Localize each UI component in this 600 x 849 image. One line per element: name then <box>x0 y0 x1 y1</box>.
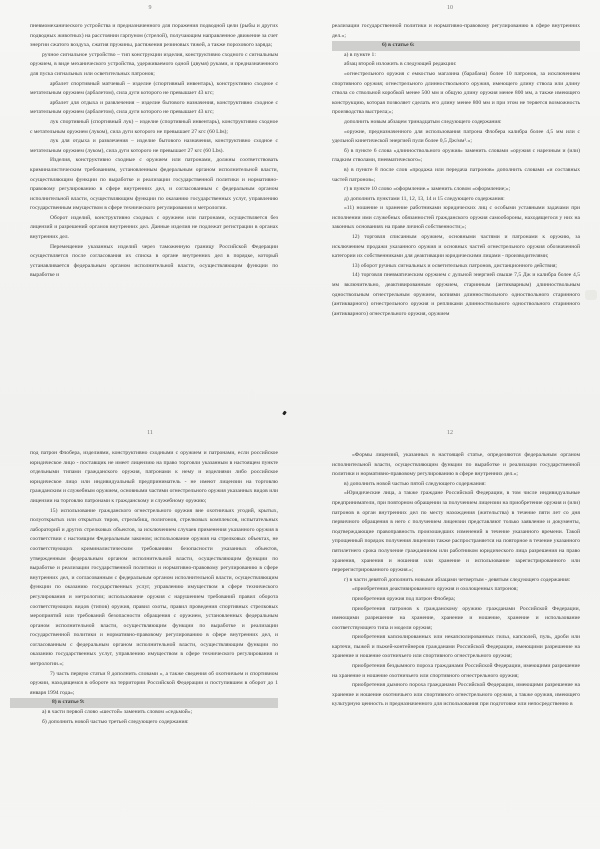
paragraph: в) в пункте 8 после слов «продажа или передача патронов» дополнить словами «и составных частей патронов»; <box>332 166 580 183</box>
paragraph: «11) ношение и хранение работниками юридических лиц с особыми уставными задачами при исполнении ими служебных обязанностей гражданского оружия самообороны, находящегося у них на законных основаниях на праве личной собственности;»; <box>332 205 580 231</box>
page-9 <box>0 0 300 424</box>
page-11 <box>0 425 300 849</box>
paragraph: а) в части первой слово «шестой» заменить словом «седьмой»; <box>42 709 193 716</box>
paragraph: «огнестрельного оружия с емкостью магазина (барабана) более 10 патронов, за исключением спортивного оружия; огнестрельного длинноствольного оружия, имеющего длину ствола или длину ствола со ствольной коробкой менее 500 мм и общую длину оружия менее 800 мм, а также имеющего конструкцию, которая позволяет сделать его длину менее 800 мм и при этом не теряется возможность производства выстрела;»; <box>332 70 580 116</box>
paragraph: б) дополнить новой частью третьей следующего содержания: <box>42 718 189 725</box>
paragraph: 7) часть первую статьи 8 дополнить словами «, а также сведения об охотничьем и спортивном оружии, находящемся в обороте на территории Российской Федерации и поступившем в оборот до 1 января 1994 года»; <box>30 670 278 696</box>
paragraph: «оружие, предназначенного для использования патрона Флобера калибра более 4,5 мм или с удельной кинетической энергией пули более 0,5 Дж/мм².»; <box>332 128 580 145</box>
highlighted-section-heading: 6) в статье 6: <box>332 41 580 51</box>
paragraph: лук спортивный (спортивный лук) – изделие (спортивный инвентарь), конструктивно сходное с метательным оружием (луком), сила дуги которого не превышает 27 кгс (60 Lbs); <box>30 118 278 135</box>
paragraph: приобретения капсюлированных или некапсюлированных гильз, капсюлей, пуль, дроби или картечи, пыжей и пыжей-контейнеров гражданами Российской Федерации, имеющими разрешение на хранение и ношение охотничьего или спортивного огнестрельного оружия; <box>332 634 580 660</box>
paragraph: лук для отдыха и развлечения – изделие бытового назначения, конструктивно сходное с метательным оружием (луком), сила дуги которого не превышает 27 кгс (60 Lbs). <box>30 138 278 154</box>
page-body <box>332 451 580 710</box>
paragraph: арбалет спортивный матчевый – изделие (спортивный инвентарь), конструктивно сходное с метательным оружием (арбалетом), сила дуги которого не превышает 43 кгс; <box>30 80 278 97</box>
paragraph: 13) оборот ручных сигнальных и осветительных патронов, дистанционного действия; <box>352 262 557 269</box>
paragraph: «Юридические лица, а также граждане Российской Федерации, в том числе индивидуальные предприниматели, при повторном обращении за получением лицензии на приобретение оружия и (или) патронов в орган внутренних дел по месту нахождения (жительства) в течение пяти лет со дня первичного обращения в него с получением лицензии представляют только заявление и документы, подтверждающие правоправность произошедших изменений в течение указанного времени. Такой упрощенный порядок получения лицензии также распространяется на повторное в течение указанного пятилетнего срока получение гражданином или работником юридического лица разрешения на право хранения, хранения и ношения или хранение и использование зарегистрированного или перерегистрированного оружия.»; <box>332 490 580 574</box>
page-number: 10 <box>447 5 453 11</box>
paragraph: а) в пункте 1: <box>344 51 376 58</box>
page-12 <box>300 425 600 849</box>
paragraph: приобретения бездымного пороха гражданами Российской Федерации, имеющими разрешение на хранение и ношение охотничьего или спортивного огнестрельного оружия; <box>332 663 580 679</box>
page-10 <box>300 0 600 424</box>
scan-smudge <box>585 290 597 300</box>
paragraph: приобретения патронов к гражданскому оружию гражданами Российской Федерации, имеющими разрешение на хранение, хранение и ношение, хранение и использование соответствующего типа и модели оружия; <box>332 605 580 631</box>
paragraph: Оборот изделий, конструктивно сходных с оружием или патронами, осуществляется без лицензий и разрешений органов внутренних дел. Данные изделия не подлежат регистрации в органах внутренних дел. <box>30 214 278 241</box>
paragraph: 12) торговля списанным оружием, основными частями и патронами к оружию, за исключением продажи указанного оружия и основных частей огнестрельного оружия обозначенной категории их собственниками для деактивации юридическими лицами - производителями; <box>332 234 580 260</box>
page-number: 11 <box>147 430 153 436</box>
paragraph: «Формы лицензий, указанных в настоящей статье, определяются федеральным органом исполнительной власти, осуществляющим функции по выработке и реализации государственной политики и нормативно-правовому регулированию в сфере внутренних дел.»; <box>332 452 580 478</box>
page-number: 12 <box>447 430 453 436</box>
paragraph: г) в части девятой дополнить новыми абзацами четвертым - девятым следующего содержания: <box>344 576 571 583</box>
paragraph: абзац второй изложить в следующей редакции: <box>344 61 457 68</box>
page-body <box>332 22 580 319</box>
paragraph: 15) использование гражданского огнестрельного оружия вне охотничьих угодий, крытых, полуоткрытых или открытых тиров, стрельбищ, полигонов, стрелковых комплексов, испытательных лабораторий и других стрелковых объектов, за исключением случаев применения указанного оружия в соответствии с настоящим Федеральным законом; использование оружия на стрелковых объектах, не соответствующих криминалистическим требованиям безопасности указанных объектов, утвержденным федеральным органом исполнительной власти, осуществляющим функции по выработке и реализации государственной политики и нормативно-правовому регулированию в сфере внутренних дел, и согласованным с федеральным органом исполнительной власти, осуществляющим функции по оказанию государственных услуг, управлению имуществом в сфере технического регулирования и метрологии; использование оружия с нарушением требований правил оборота соответствующих видов (типов) оружия, правил охоты, правил проведения спортивных стрелковых мероприятий или требований безопасности обращения с оружием, установленных федеральным органом исполнительной власти, осуществляющим функции по выработке и реализации государственной политики и нормативно-правовому регулированию в сфере внутренних дел, и согласованным с федеральным органом исполнительной власти, осуществляющим функции по оказанию государственных услуг, управлению имуществом в сфере технического регулирования и метрологии.»; <box>30 507 278 668</box>
paragraph: приобретения дымного пороха гражданами Российской Федерации, имеющими разрешение на хранение и ношение охотничьего или спортивного огнестрельного оружия, а также оружия, имеющего культурную ценность и предназначенного для использования при подготовке или непосредственно в <box>332 682 580 708</box>
paragraph: д) дополнить пунктами 11, 12, 13, 14 и 15 следующего содержания: <box>344 195 505 202</box>
page-body <box>30 449 278 727</box>
paragraph: реализации государственной политики и нормативно-правовому регулированию в сфере внутренних дел.»; <box>332 23 580 39</box>
paragraph: в) дополнить новой частью пятой следующего содержания: <box>344 480 486 487</box>
paragraph: «приобретения деактивированного оружия и охолощенных патронов; <box>352 586 518 593</box>
paragraph: ручное сигнальное устройство – тип конструкции изделия, конструктивно сходного с сигнальным оружием, в виде механического устройства, удерживаемого одной (двумя) руками, и предназначенного для пуска сигнальных или осветительных патронов; <box>30 51 278 77</box>
page-number: 9 <box>148 5 152 11</box>
page-body <box>30 22 278 281</box>
paragraph: пневмомеханического устройства и предназначенного для поражения подводной цели (рыбы и других подводных животных) на расстоянии гарпуном (стрелой), получающим направленное движение за счет энергии сжатого воздуха, сжатия пружины, растяжения резиновых тяжей, а также порохового заряда; <box>30 23 278 49</box>
paragraph: под патрон Флобера, изделиями, конструктивно сходными с оружием и патронами, если российское юридическое лицо - поставщик не имеет лицензию на право торговли указанным в настоящем пункте отдельными типами гражданского оружия, патронами к нему и изделиями либо российское юридическое лицо или индивидуальный предприниматель - не имеют лицензии на торговлю гражданским и служебным оружием, основными частями огнестрельного оружия указанных видов или лицензии на торговлю патронами к гражданскому и служебному оружию; <box>30 450 278 504</box>
paragraph: дополнить новым абзацем тринадцатым следующего содержания: <box>344 118 502 125</box>
paragraph: г) в пункте 10 слово «оформление.» заменить словом «оформление;»; <box>344 186 511 193</box>
paragraph: 14) торговля пневматическим оружием с дульной энергией свыше 7,5 Дж и калибра более 4,5 мм включительно, деактивированным оружием, старинным (антикварным) длинноствольным одноствольным огнестрельным оружием, копиями длинноствольного одноствольного старинного (антикварного) огнестрельного оружия и репликами длинноствольного одноствольного старинного (антикварного) огнестрельного оружия, оружием <box>332 272 580 317</box>
highlighted-section-heading: 8) в статье 9: <box>10 698 278 708</box>
paragraph: Перемещение указанных изделий через таможенную границу Российской Федерации осуществляется после согласования их списка в органе внутренних дел в порядке, который устанавливается федеральным органом исполнительной власти, осуществляющим функции по выработке и <box>30 243 278 279</box>
paragraph: Изделия, конструктивно сходные с оружием или патронами, должны соответствовать криминалистическим требованиям, установленным федеральным органом исполнительной власти, осуществляющим функции по выработке и реализации государственной политики и нормативно-правовому регулированию в сфере внутренних дел, и согласованным с федеральным органом исполнительной власти, осуществляющим функции по оказанию государственных услуг, управлению государственным имуществом в сфере технического регулирования и метрологии. <box>30 157 278 212</box>
paragraph: приобретения оружия под патрон Флобера; <box>352 595 456 602</box>
paragraph: б) в пункте 6 слова «длинноствольного оружия» заменить словами «оружия с нарезным и (или) гладким стволами, пневматического»; <box>332 147 580 164</box>
paragraph: арбалет для отдыха и развлечения – изделие бытового назначения, конструктивно сходное с метательным оружием (арбалетом), сила дуги которого не превышает 43 кгс; <box>30 99 278 116</box>
